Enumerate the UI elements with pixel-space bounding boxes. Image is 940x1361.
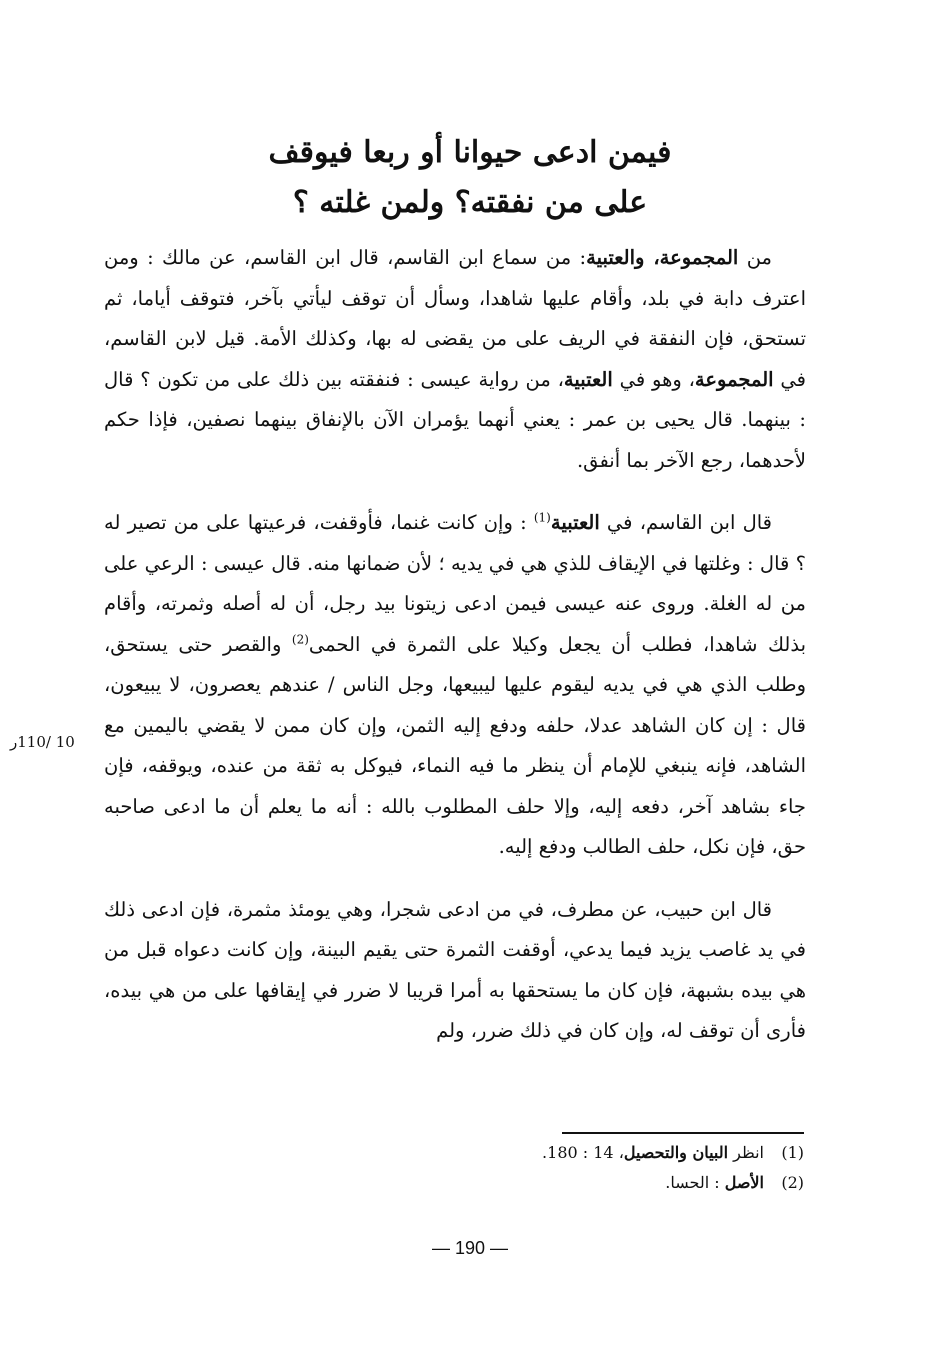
text-run: من	[738, 246, 772, 269]
bold-source-name: العتبية	[550, 511, 600, 534]
bold-source-name: العتبية	[563, 367, 613, 391]
text-run: قال ابن حبيب، عن مطرف، في من ادعى شجرا، وهي يومئذ مثمرة، فإن ادعى ذلك في يد غاصب يزيد فيما يدعي، أوقفت الثمرة حتى يقيم البينة، وإن كانت دعواه قبل من هي بيده بشبهة، فإن كان ما يستحقها به أمرا قريبا لا ضرر في إيقافها على من هي بيده، فأرى أن توقف له، وإن كان في ذلك ضرر، ولم	[104, 897, 806, 1042]
footnote-number: (1)	[781, 1143, 804, 1162]
paragraph-3	[104, 890, 806, 1052]
manuscript-folio-note: 10 /110ر	[10, 733, 75, 751]
footnote-source: الأصل	[724, 1173, 764, 1192]
title-line-2: على من نفقته؟ ولمن غلته ؟	[292, 185, 648, 220]
bold-source-name: المجموعة، والعتبية	[586, 246, 739, 269]
paragraph-1	[104, 238, 806, 481]
footnote-ref-1[interactable]: (1)	[533, 510, 551, 525]
footnote-number: (2)	[781, 1173, 804, 1192]
footnotes	[300, 1138, 804, 1198]
text-run: : وإن كانت غنما، فأوقفت، فرعيتها على من تصير له ؟ قال : وغلتها في الإيقاف للذي هي في يديه ؛ لأن ضمانها منه. قال عيسى : الرعي على من له الغلة. وروى عنه عيسى فيمن ادعى زيتونا بيد رجل، أن له أصله وثمرته، وأقام بذلك شاهدا، فطلب أن يجعل وكيلا على الثمرة في الحمى	[104, 511, 806, 656]
text-run: ، من رواية عيسى : فنفقته بين ذلك على من تكون ؟ قال : بينهما. قال يحيى بن عمر : يعني أنهما يؤمران الآن بالإنفاق بينهما نصفين، فإذا حكم لأحدهما، رجع الآخر بما أنفق.	[104, 367, 806, 472]
chapter-title	[120, 128, 820, 228]
text-run: : من سماع ابن القاسم، قال ابن القاسم، عن مالك : ومن اعترف دابة في بلد، وأقام عليها شاهدا، وسأل أن توقف ليأتي بآخر، فتوقف أياما، ثم تستحق، فإن النفقة في الريف على من يقضى له بها، وكذلك الأمة. قيل لابن القاسم، في	[104, 246, 806, 391]
footnote-ref-2[interactable]: (2)	[291, 632, 309, 646]
text-run: والقصر حتى يستحق، وطلب الذي هي في يديه ليقوم عليها ليبيعها، وجل الناس / عندهم يعصرون، لا يبيعون، قال : إن كان الشاهد عدلا، حلفه ودفع إليه الثمن، وإن كان ممن لا يقضي باليمين مع الشاهد، فإنه ينبغي للإمام أن ينظر ما فيه النماء، فيوكل به ثقة من عنده، ويوقفه، فإن جاء بشاهد آخر، دفعه إليه، وإلا حلف المطلوب بالله : أنه ما يعلم أن ما ادعى صاحبه حق، فإن نكل، حلف الطالب ودفع إليه.	[104, 632, 806, 858]
footnote-source: البيان والتحصيل	[623, 1143, 729, 1162]
text-run: ، وهو في	[612, 367, 695, 391]
footnote-text: انظر	[728, 1143, 764, 1162]
text-run: قال ابن القاسم، في	[599, 511, 772, 534]
footnote-text: ، 14 : 180.	[542, 1143, 624, 1162]
bold-source-name: المجموعة	[694, 367, 774, 391]
title-line-1: فيمن ادعى حيوانا أو ربعا فيوقف	[268, 135, 672, 170]
page-number: — 190 —	[431, 1238, 509, 1258]
footnote-separator	[562, 1132, 804, 1134]
main-text	[104, 238, 806, 1074]
footnote-text: : الحسا.	[665, 1173, 725, 1192]
footnote-1	[300, 1138, 804, 1168]
footnote-2	[300, 1168, 804, 1198]
paragraph-2	[104, 503, 806, 868]
